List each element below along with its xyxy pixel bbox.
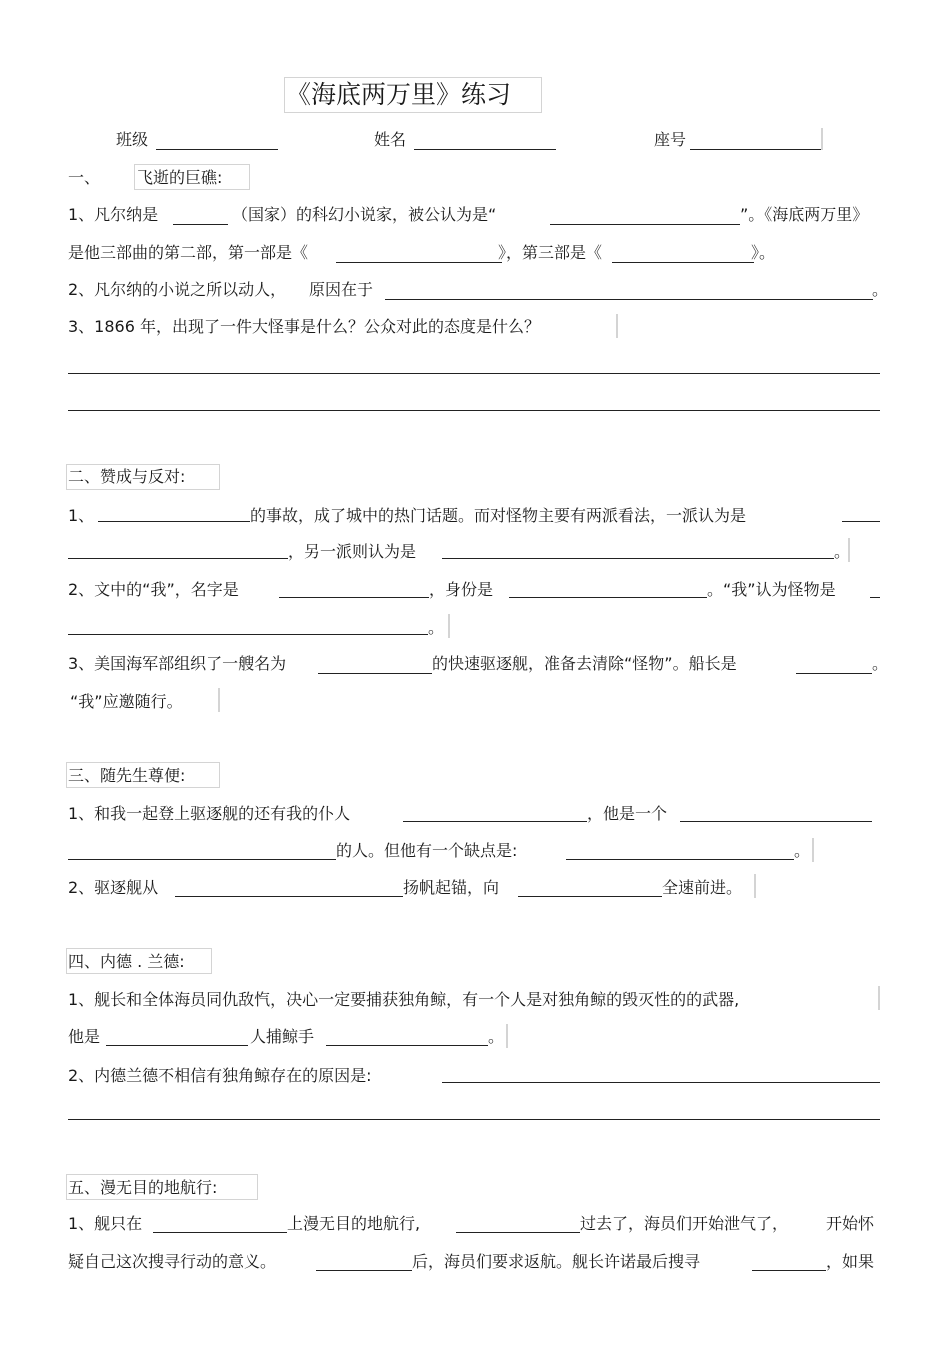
s3-q2-blank-destination[interactable] — [518, 896, 662, 897]
s1-q3-answer-line-2[interactable] — [68, 410, 880, 411]
s1-q1-text-e: 》，第三部是《 — [498, 243, 603, 262]
s5-q1-text-g: ，如果 — [826, 1252, 875, 1271]
s2-q2-blank-monster[interactable] — [68, 634, 428, 635]
s5-q1-text-e: 疑自己这次搜寻行动的意义。 — [68, 1252, 277, 1271]
s3-q2-text-a: 2、驱逐舰从 — [68, 878, 159, 897]
section-1-number: 一、 — [68, 168, 101, 187]
s5-q1-text-a: 1、舰只在 — [68, 1214, 143, 1233]
s2-q3-text-c: 。 — [872, 654, 889, 673]
s2-q3-box-edge — [218, 688, 220, 712]
s3-q1-blank-servant[interactable] — [403, 821, 587, 822]
s2-q1-text-a: 1、 — [68, 506, 95, 525]
s3-q2-box-edge — [754, 874, 756, 898]
name-label: 姓名 — [374, 130, 407, 149]
s3-q1-text-c: 的人。但他有一个缺点是: — [336, 841, 518, 860]
seat-label: 座号 — [654, 130, 687, 149]
s2-q3-blank-captain[interactable] — [796, 673, 872, 674]
s3-q1-text-b: ，他是一个 — [587, 804, 668, 823]
s5-q1-blank-ocean[interactable] — [153, 1232, 287, 1233]
s1-q2-blank-reason[interactable] — [385, 299, 873, 300]
s5-q1-text-d: 开始怀 — [826, 1214, 875, 1233]
s1-q2-text-a: 2、凡尔纳的小说之所以动人， — [68, 280, 287, 299]
s1-q1-text-b: （国家）的科幻小说家，被公认为是“ — [232, 205, 497, 224]
class-label: 班级 — [116, 130, 149, 149]
section-5-heading: 五、漫无目的地航行: — [68, 1178, 218, 1197]
s3-q1-text-d: 。 — [794, 841, 811, 860]
s1-q2-text-b: 原因在于 — [309, 280, 374, 299]
s4-q1-blank-nationality[interactable] — [106, 1045, 248, 1046]
s1-q1-text-a: 1、凡尔纳是 — [68, 205, 159, 224]
s2-q1-blank-accident[interactable] — [98, 521, 250, 522]
s3-q2-text-b: 扬帆起锚，向 — [403, 878, 500, 897]
s2-q2-blank-monster-start[interactable] — [870, 597, 880, 598]
s2-q2-text-c: 。“我”认为怪物是 — [707, 580, 836, 599]
s2-q3-text-b: 的快速驱逐舰，准备去清除“怪物”。船长是 — [432, 654, 737, 673]
s4-q1-blank-harpooner[interactable] — [326, 1045, 488, 1046]
s5-q1-text-c: 过去了，海员们开始泄气了， — [580, 1214, 789, 1233]
s4-q1-box-edge — [878, 986, 880, 1010]
s1-q1-text-f: 》。 — [751, 243, 776, 262]
s3-q1-box-edge — [812, 838, 814, 862]
s1-q3-answer-line-1[interactable] — [68, 373, 880, 374]
s5-q1-text-b: 上漫无目的地航行, — [287, 1214, 421, 1233]
s5-q1-text-f: 后，海员们要求返航。舰长许诺最后搜寻 — [412, 1252, 701, 1271]
s3-q1-blank-trait[interactable] — [68, 859, 336, 860]
s1-q3-box-edge — [616, 314, 618, 338]
s2-q1-blank-view-1[interactable] — [68, 558, 288, 559]
section-2-heading: 二、赞成与反对: — [68, 467, 186, 486]
s2-q1-box-edge — [848, 538, 850, 562]
s5-q1-blank-search-days[interactable] — [752, 1270, 826, 1271]
s3-q2-text-c: 全速前进。 — [662, 878, 743, 897]
s2-q3-text-d: “我”应邀随行。 — [70, 692, 183, 711]
s1-q2-text-c: 。 — [872, 280, 889, 299]
s4-q2-text-a: 2、内德兰德不相信有独角鲸存在的原因是: — [68, 1066, 372, 1085]
page-title: 《海底两万里》练习 — [286, 80, 512, 109]
s4-q1-text-d: 。 — [488, 1027, 505, 1046]
s1-q3-text: 3、1866 年，出现了一件大怪事是什么？公众对此的态度是什么？ — [68, 317, 540, 336]
s2-q2-blank-identity[interactable] — [509, 597, 707, 598]
s4-q1-box-edge-2 — [506, 1024, 508, 1048]
seat-blank[interactable] — [690, 149, 822, 150]
s2-q3-text-a: 3、美国海军部组织了一艘名为 — [68, 654, 287, 673]
s4-q2-blank-reason-start[interactable] — [442, 1082, 880, 1083]
s2-q1-text-b: 的事故，成了城中的热门话题。而对怪物主要有两派看法，一派认为是 — [250, 506, 747, 525]
s2-q2-blank-name[interactable] — [279, 597, 429, 598]
s1-q1-blank-first-book[interactable] — [336, 262, 502, 263]
s4-q2-answer-line[interactable] — [68, 1119, 880, 1120]
class-blank[interactable] — [156, 149, 278, 150]
seat-box-edge — [821, 128, 823, 150]
s1-q1-blank-third-book[interactable] — [612, 262, 754, 263]
s3-q1-text-a: 1、和我一起登上驱逐舰的还有我的仆人 — [68, 804, 351, 823]
s2-q2-text-a: 2、文中的“我”，名字是 — [68, 580, 239, 599]
s1-q1-text-c: ”。《海底两万里》 — [740, 205, 869, 224]
s3-q1-blank-flaw[interactable] — [566, 859, 794, 860]
s2-q1-text-c: ，另一派则认为是 — [288, 542, 417, 561]
s1-q1-blank-country[interactable] — [173, 224, 228, 225]
s5-q1-blank-time[interactable] — [316, 1270, 412, 1271]
section-3-heading: 三、随先生尊便: — [68, 766, 186, 785]
s2-q2-text-d: 。 — [428, 618, 445, 637]
s3-q1-blank-trait-start[interactable] — [680, 821, 872, 822]
name-blank[interactable] — [414, 149, 556, 150]
s1-q1-text-d: 是他三部曲的第二部，第一部是《 — [68, 243, 309, 262]
s2-q2-text-b: ，身份是 — [429, 580, 494, 599]
s2-q3-blank-ship[interactable] — [318, 673, 432, 674]
s1-q1-blank-title[interactable] — [550, 224, 740, 225]
s2-q1-blank-view-1-start[interactable] — [842, 521, 880, 522]
s2-q2-box-edge — [448, 614, 450, 638]
s4-q1-text-c: 人捕鲸手 — [250, 1027, 315, 1046]
s2-q1-blank-view-2[interactable] — [442, 558, 834, 559]
section-4-heading: 四、内德 . 兰德: — [68, 952, 185, 971]
s5-q1-blank-duration[interactable] — [456, 1232, 580, 1233]
s3-q2-blank-port[interactable] — [175, 896, 403, 897]
s2-q1-text-d: 。 — [834, 542, 851, 561]
s4-q1-text-b: 他是 — [68, 1027, 101, 1046]
section-1-heading: 飞逝的巨礁: — [137, 168, 223, 187]
s4-q1-text-a: 1、舰长和全体海员同仇敌忾，决心一定要捕获独角鲸，有一个人是对独角鲸的毁灭性的的武器, — [68, 990, 740, 1009]
